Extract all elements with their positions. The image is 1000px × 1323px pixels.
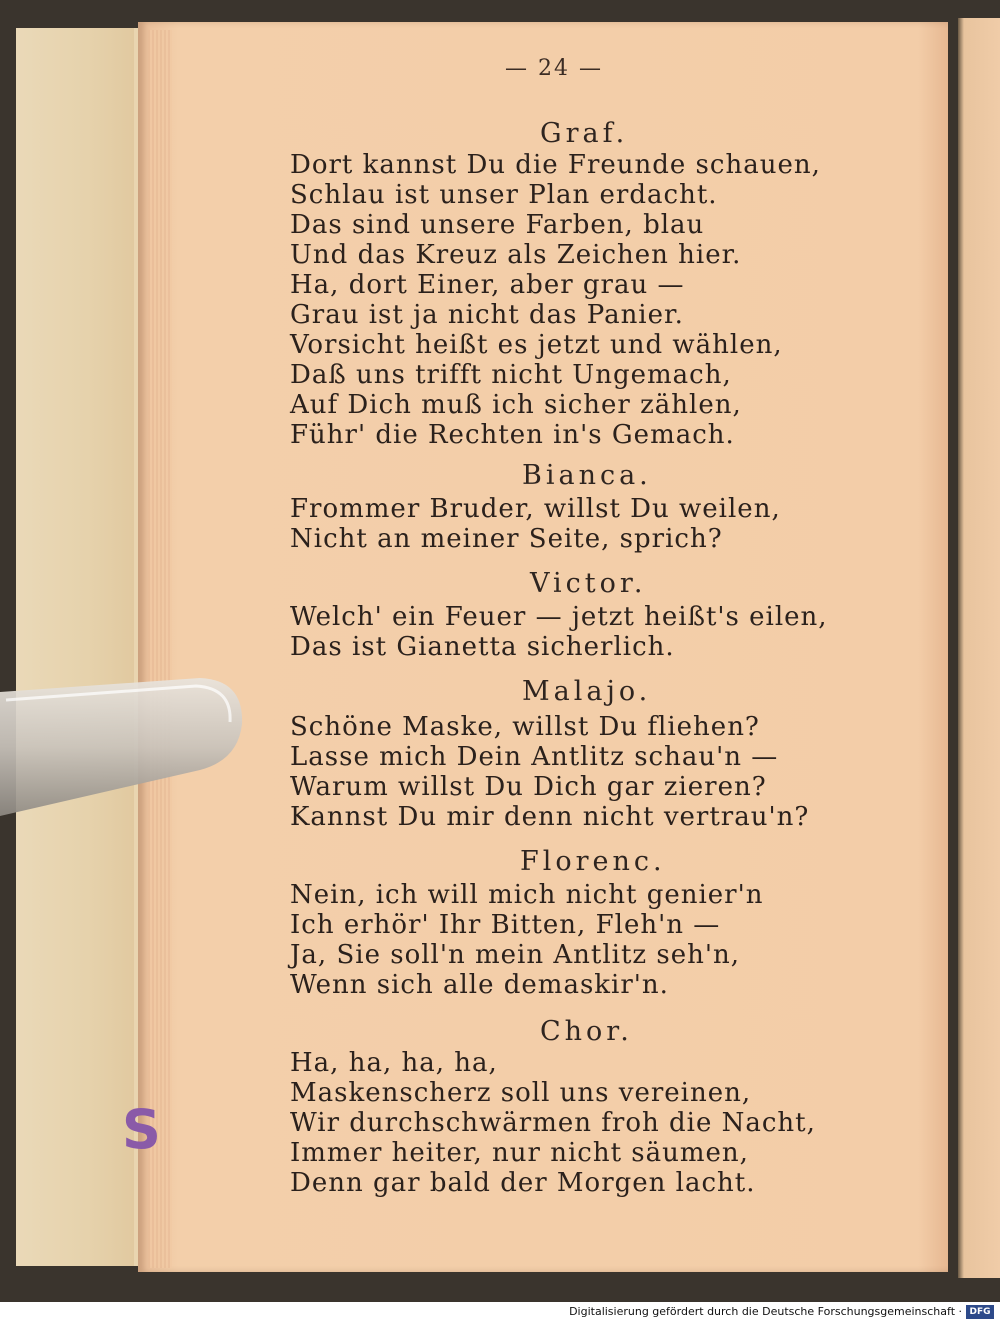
verse-line: Das ist Gianetta sicherlich. (290, 632, 675, 662)
verse-line: Maskenscherz soll uns vereinen, (290, 1078, 752, 1108)
verse-line: Ich erhör' Ihr Bitten, Fleh'n — (290, 910, 721, 940)
verse-line: Dort kannst Du die Freunde schauen, (290, 150, 821, 180)
footer-bar (0, 1302, 1000, 1323)
verse-line: Daß uns trifft nicht Ungemach, (290, 360, 732, 390)
dfg-logo: DFG (966, 1305, 994, 1319)
verse-line: Nicht an meiner Seite, sprich? (290, 524, 723, 554)
verse-line: Immer heiter, nur nicht säumen, (290, 1138, 749, 1168)
verse-line: Lasse mich Dein Antlitz schau'n — (290, 742, 779, 772)
verse-line: Wir durchschwärmen froh die Nacht, (290, 1108, 816, 1138)
verse-line: Führ' die Rechten in's Gemach. (290, 420, 735, 450)
verse-line: Welch' ein Feuer — jetzt heißt's eilen, (290, 602, 828, 632)
library-stamp: S (122, 1098, 161, 1161)
verse-line: Denn gar bald der Morgen lacht. (290, 1168, 756, 1198)
verse-line: Vorsicht heißt es jetzt und wählen, (290, 330, 783, 360)
verse-line: Ha, dort Einer, aber grau — (290, 270, 685, 300)
verse-line: Schlau ist unser Plan erdacht. (290, 180, 718, 210)
verse-line: Und das Kreuz als Zeichen hier. (290, 240, 742, 270)
verse-line: Warum willst Du Dich gar zieren? (290, 772, 767, 802)
verse-line: Schöne Maske, willst Du fliehen? (290, 712, 760, 742)
verse-line: Grau ist ja nicht das Panier. (290, 300, 684, 330)
speaker-name: Chor. (540, 1016, 633, 1047)
verse-line: Ja, Sie soll'n mein Antlitz seh'n, (290, 940, 741, 970)
page-number: — 24 — (505, 56, 603, 81)
page-holder-clip (0, 674, 246, 822)
speaker-name: Victor. (530, 568, 647, 599)
adjacent-page-edge (958, 18, 1000, 1278)
verse-line: Ha, ha, ha, ha, (290, 1048, 498, 1078)
speaker-name: Bianca. (522, 460, 652, 491)
funding-credit: Digitalisierung gefördert durch die Deutsche Forschungsgemeinschaft · (569, 1305, 962, 1318)
verse-line: Auf Dich muß ich sicher zählen, (290, 390, 742, 420)
verse-line: Nein, ich will mich nicht genier'n (290, 880, 764, 910)
verse-line: Wenn sich alle demaskir'n. (290, 970, 669, 1000)
verse-line: Frommer Bruder, willst Du weilen, (290, 494, 781, 524)
page-stack-edge (148, 30, 172, 1268)
speaker-name: Florenc. (520, 846, 666, 877)
speaker-name: Graf. (540, 118, 629, 149)
verse-line: Kannst Du mir denn nicht vertrau'n? (290, 802, 810, 832)
cover-edge (16, 28, 134, 1266)
verse-line: Das sind unsere Farben, blau (290, 210, 705, 240)
speaker-name: Malajo. (522, 676, 652, 707)
